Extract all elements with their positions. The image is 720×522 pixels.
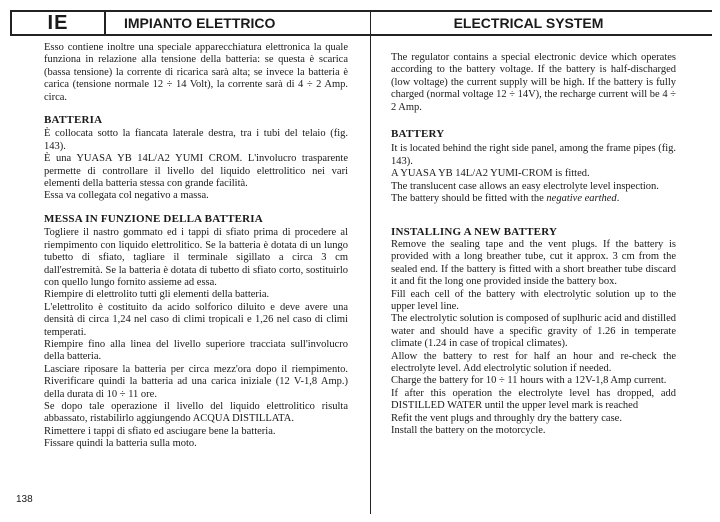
battery-paragraph: Essa va collegata col negativo a massa. — [44, 190, 209, 202]
section-title-english: ELECTRICAL SYSTEM — [453, 15, 604, 31]
install-paragraph: Fill each cell of the battery with electrolytic solution up to the upper level line. — [391, 288, 676, 312]
section-header — [10, 10, 712, 36]
install-paragraph: Refit the vent plugs and throughly dry the battery case. — [391, 412, 622, 424]
battery-paragraph: A YUASA YB 14L/A2 YUMI-CROM is fitted. — [391, 168, 590, 180]
install-paragraph: Allow the battery to rest for half an hour and re-check the electrolyte level. Add electrolytic solution if needed. — [391, 350, 676, 374]
install-paragraph: If after this operation the electrolyte level has dropped, add DISTILLED WATER until the upper level mark is reached — [391, 387, 676, 412]
install-paragraph: Lasciare riposare la batteria per circa mezz'ora dopo il riempimento. Riverificare quindi la batteria ad una carica iniziale (12 V-1,8 Amp.) della durata di 10 ÷ 11 ore. — [44, 363, 348, 400]
battery-paragraph: È una YUASA YB 14L/A2 YUMI CROM. L'involucro trasparente permette di controllare il livello del liquido elettrolitico nei vari elementi della batteria stessa con grande facilità. — [44, 153, 348, 190]
install-paragraph: Fissare quindi la batteria sulla moto. — [44, 438, 197, 450]
install-paragraph: Install the battery on the motorcycle. — [391, 424, 546, 436]
install-paragraph: The electrolytic solution is composed of suplhuric acid and distilled water and should have a specific gravity of 1.26 in temperate climate (1.24 in case of tropical climates). — [391, 313, 676, 350]
battery-paragraph — [391, 193, 676, 205]
battery-text: . — [616, 193, 620, 205]
battery-paragraph: It is located behind the right side panel, among the frame pipes (fig. 143). — [391, 143, 676, 167]
italian-column — [44, 36, 348, 514]
battery-heading: BATTERY — [391, 128, 445, 141]
section-title-italian: IMPIANTO ELETTRICO — [124, 15, 276, 31]
section-code: IE — [10, 10, 106, 36]
intro-paragraph: Esso contiene inoltre una speciale apparecchiatura elettronica la quale funziona in relazione alla tensione della batteria: se questa è scarica (bassa tensione) la corrente di ricarica sarà alta; se invece la batteria è carica (tensione normale 12 ÷ 14 Volt), la corrente sarà di 4 ÷ 2 Amp. circa. — [44, 42, 348, 103]
battery-paragraph: È collocata sotto la fiancata laterale destra, tra i tubi del telaio (fig. 143). — [44, 128, 348, 152]
install-paragraph: L'elettrolito è costituito da acido solforico diluito e deve avere una densità di circa 1,24 nel caso di climi tropicali e 1,26 nel caso di climi temperati. — [44, 301, 348, 338]
intro-paragraph: The regulator contains a special electronic device which operates according to the battery voltage. If the battery is half-discharged (low voltage) the current supply will be high. If the battery is fully charged (normal voltage 12 ÷ 14V), the recharge current will be 4 ÷ 2 Amp. — [391, 52, 676, 113]
battery-heading: BATTERIA — [44, 114, 103, 127]
battery-emphasis: negative earthed — [546, 193, 617, 205]
install-paragraph: Charge the battery for 10 ÷ 11 hours with a 12V-1,8 Amp current. — [391, 375, 667, 387]
battery-text: The battery should be fitted with the — [391, 193, 547, 205]
install-heading: INSTALLING A NEW BATTERY — [391, 226, 558, 239]
install-paragraph: Riempire fino alla linea del livello superiore tracciata sull'involucro della batteria. — [44, 338, 348, 363]
install-paragraph: Rimettere i tappi di sfiato ed asciugare bene la batteria. — [44, 425, 276, 437]
install-paragraph: Se dopo tale operazione il livello del liquido elettrolitico risulta abbassato, ristabilirlo aggiungendo ACQUA DISTILLATA. — [44, 400, 348, 425]
install-paragraph: Togliere il nastro gommato ed i tappi di sfiato prima di procedere al riempimento con liquido elettrolitico. Se la batteria è dotata di un lungo tubetto di sfiato, tagliare il terminale sigillato a circa 3 cm dall'estremità. Se la batteria è dotata di tubetto di sfiato corto, sostituirlo con quello lungo fornito assieme ad essa. — [44, 227, 348, 288]
page-number: 138 — [16, 494, 33, 505]
column-divider — [370, 10, 371, 514]
install-paragraph: Remove the sealing tape and the vent plugs. If the battery is provided with a long breather tube, cut it approx. 3 cm from the sealed end. If the battery is fitted with a short breather tube discard it and fit the long one provided inside the battery box. — [391, 238, 676, 288]
battery-paragraph: The translucent case allows an easy electrolyte level inspection. — [391, 180, 659, 192]
english-column — [391, 36, 676, 514]
install-heading: MESSA IN FUNZIONE DELLA BATTERIA — [44, 212, 263, 225]
install-paragraph: Riempire di elettrolito tutti gli elementi della batteria. — [44, 289, 270, 301]
